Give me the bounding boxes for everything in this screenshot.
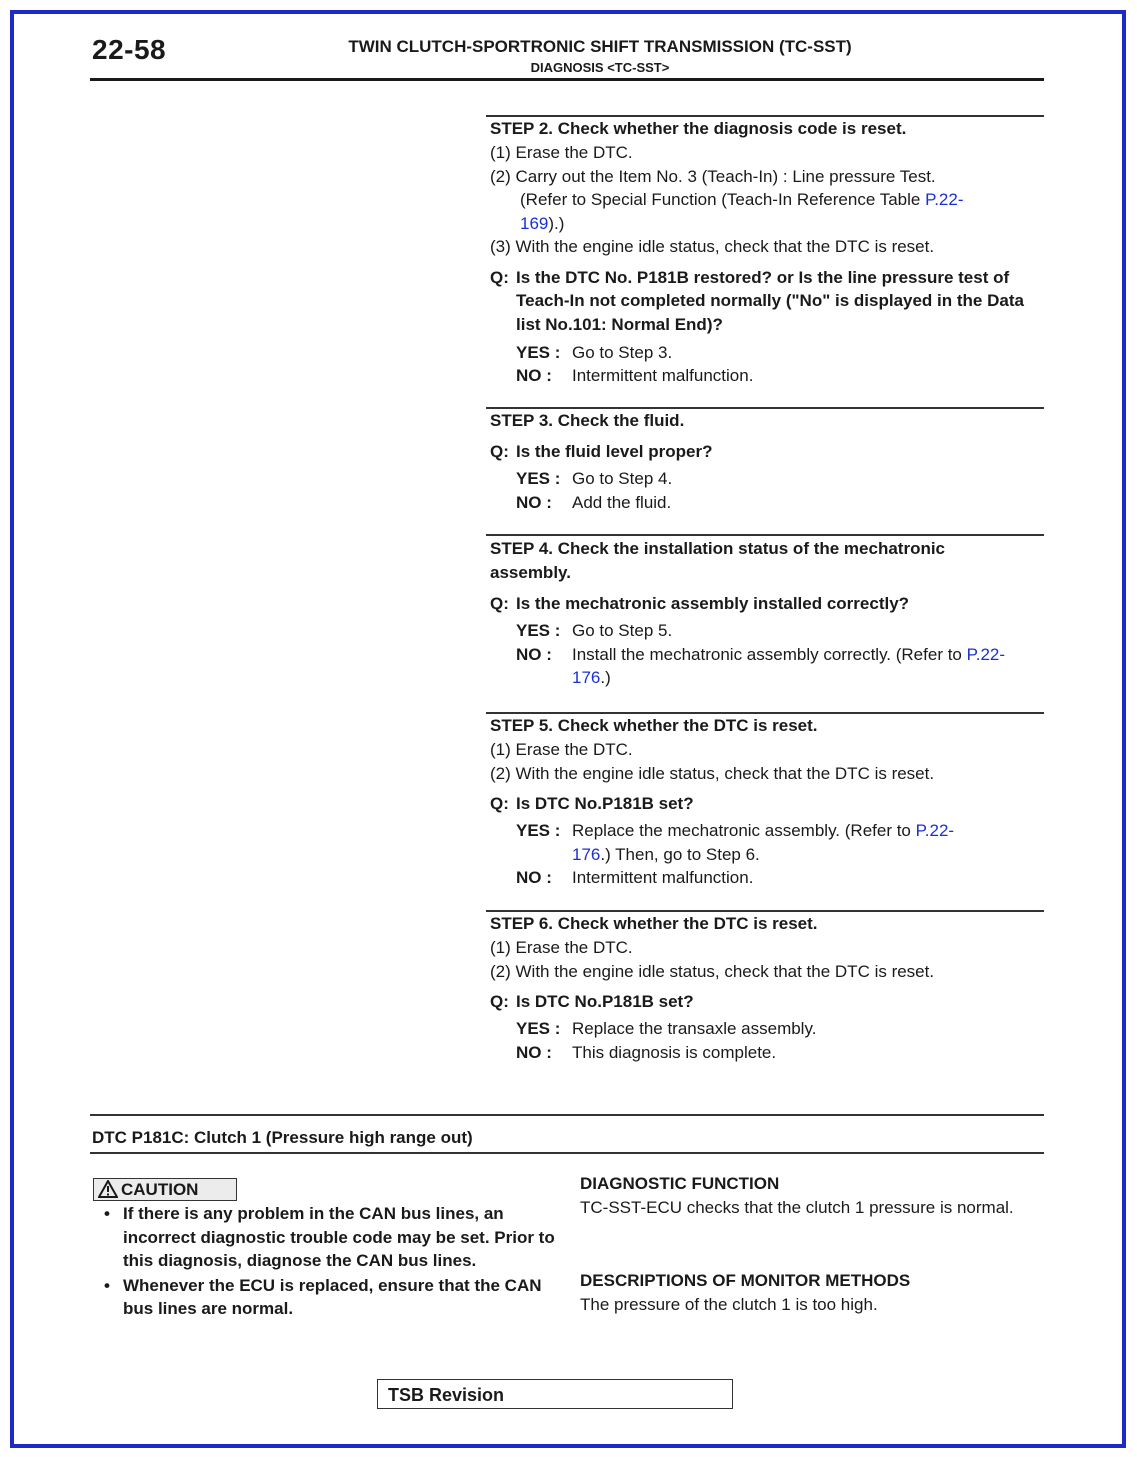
answer-yes <box>516 619 1042 643</box>
question-prefix: Q: <box>490 794 509 813</box>
step-title: STEP 5. Check whether the DTC is reset. <box>490 716 818 735</box>
page-link[interactable]: P.22- <box>915 821 955 840</box>
step-line: (2) With the engine idle status, check that the DTC is reset. <box>490 961 935 981</box>
answer-no <box>516 491 1042 515</box>
question-prefix: Q: <box>490 594 509 613</box>
divider <box>90 1152 1044 1154</box>
divider <box>90 1114 1044 1116</box>
answer-label: NO : <box>516 644 552 664</box>
section-heading: DIAGNOSTIC FUNCTION <box>580 1174 780 1193</box>
dtc-title: DTC P181C: Clutch 1 (Pressure high range out) <box>92 1128 473 1147</box>
caution-box <box>93 1178 237 1201</box>
answer-label: YES : <box>516 821 561 840</box>
step-title: STEP 6. Check whether the DTC is reset. <box>490 914 818 933</box>
answer-label: YES : <box>516 342 561 362</box>
question <box>490 990 1042 1014</box>
text: (Refer to Special Function (Teach-In Reference Table <box>520 190 926 209</box>
question-text: Is DTC No.P181B set? <box>516 992 694 1011</box>
page-link[interactable]: P.22-176 <box>572 644 1006 687</box>
answer-label: NO : <box>516 868 552 887</box>
question-prefix: Q: <box>490 442 509 461</box>
question <box>490 440 1042 464</box>
step-line <box>490 188 1042 212</box>
step-4 <box>490 537 1042 690</box>
question-text: Is the mechatronic assembly installed correctly? <box>516 594 910 613</box>
answer-text: Go to Step 5. <box>572 621 673 640</box>
section-text: TC-SST-ECU checks that the clutch 1 pressure is normal. <box>580 1197 1014 1217</box>
answer-label: YES : <box>516 1019 561 1038</box>
question <box>490 792 1042 816</box>
answer-text: This diagnosis is complete. <box>572 1042 777 1062</box>
question-text: Is the DTC No. P181B restored? or Is the line pressure test of Teach-In not completed normally ("No" is displayed in the Data list No.101: Normal End)? <box>516 267 1024 334</box>
monitor-methods <box>580 1269 1040 1316</box>
question <box>490 266 1042 338</box>
step-line: (1) Erase the DTC. <box>490 143 633 162</box>
answer-label: YES : <box>516 469 561 488</box>
answer-yes <box>516 1017 1042 1041</box>
answer-text: Intermittent malfunction. <box>572 868 754 887</box>
answer-no <box>516 643 1042 690</box>
answer-label: YES : <box>516 621 561 640</box>
section-heading: DESCRIPTIONS OF MONITOR METHODS <box>580 1271 911 1290</box>
text: ).) <box>548 213 565 233</box>
caution-label: CAUTION <box>121 1180 199 1199</box>
answer-label: NO : <box>516 1042 552 1062</box>
question-text: Is the fluid level proper? <box>516 442 713 461</box>
answer-text <box>572 643 1042 690</box>
page-number: 22-58 <box>92 34 167 65</box>
warning-icon <box>98 1180 118 1198</box>
answer-text: Intermittent malfunction. <box>572 366 754 385</box>
caution-item: • If there is any problem in the CAN bus lines, an incorrect diagnostic trouble code may be set. Prior to this diagnosis, diagnose the CAN bus lines. <box>104 1202 556 1273</box>
answer-label: NO : <box>516 366 552 385</box>
step-title: STEP 2. Check whether the diagnosis code is reset. <box>490 119 907 138</box>
step-line <box>490 212 1042 236</box>
question <box>490 592 1042 616</box>
step-line: (1) Erase the DTC. <box>490 938 633 957</box>
answer-text: Go to Step 4. <box>572 469 673 488</box>
divider <box>486 534 1044 536</box>
page-link[interactable]: 169 <box>520 213 549 233</box>
text: .) Then, go to Step 6. <box>600 844 760 864</box>
section-text: The pressure of the clutch 1 is too high. <box>580 1294 878 1314</box>
answer-no <box>516 1041 1042 1065</box>
page-link[interactable]: P.22- <box>925 190 964 209</box>
tsb-revision-box: TSB Revision <box>377 1379 733 1409</box>
step-6 <box>490 912 1042 1064</box>
step-line: (3) With the engine idle status, check that the DTC is reset. <box>490 237 935 256</box>
step-title: STEP 4. Check the installation status of the mechatronic assembly. <box>490 539 946 582</box>
step-line: (1) Erase the DTC. <box>490 740 633 759</box>
answer-no <box>516 364 1042 388</box>
caution-list <box>104 1202 556 1322</box>
question-prefix: Q: <box>490 267 509 287</box>
answer-no <box>516 866 1042 890</box>
answer-yes <box>516 819 1042 843</box>
step-2 <box>490 117 1042 388</box>
answer-text: Go to Step 3. <box>572 342 673 362</box>
step-title: STEP 3. Check the fluid. <box>490 411 685 430</box>
question-text: Is DTC No.P181B set? <box>516 794 694 813</box>
page-link[interactable]: 176 <box>572 844 601 864</box>
step-5 <box>490 714 1042 890</box>
text: Replace the mechatronic assembly. (Refer to <box>572 821 916 840</box>
answer-yes <box>516 341 1042 365</box>
step-line: (2) With the engine idle status, check that the DTC is reset. <box>490 763 935 783</box>
answer-yes-cont <box>572 843 1042 867</box>
diagnostic-function <box>580 1172 1040 1219</box>
answer-yes <box>516 467 1042 491</box>
caution-item: • Whenever the ECU is replaced, ensure that the CAN bus lines are normal. <box>104 1274 556 1321</box>
answer-label: NO : <box>516 492 552 512</box>
header-title: TWIN CLUTCH-SPORTRONIC SHIFT TRANSMISSION (TC-SST) <box>348 37 852 56</box>
header-rule <box>90 78 1044 81</box>
step-3 <box>490 409 1042 514</box>
header-subtitle: DIAGNOSIS <TC-SST> <box>530 60 670 75</box>
answer-text: Replace the transaxle assembly. <box>572 1019 817 1038</box>
text: Install the mechatronic assembly correctly. (Refer to <box>572 644 967 664</box>
step-line: (2) Carry out the Item No. 3 (Teach-In) : Line pressure Test. <box>490 166 936 186</box>
answer-text: Add the fluid. <box>572 492 672 512</box>
text: .) <box>600 668 611 687</box>
question-prefix: Q: <box>490 992 509 1011</box>
